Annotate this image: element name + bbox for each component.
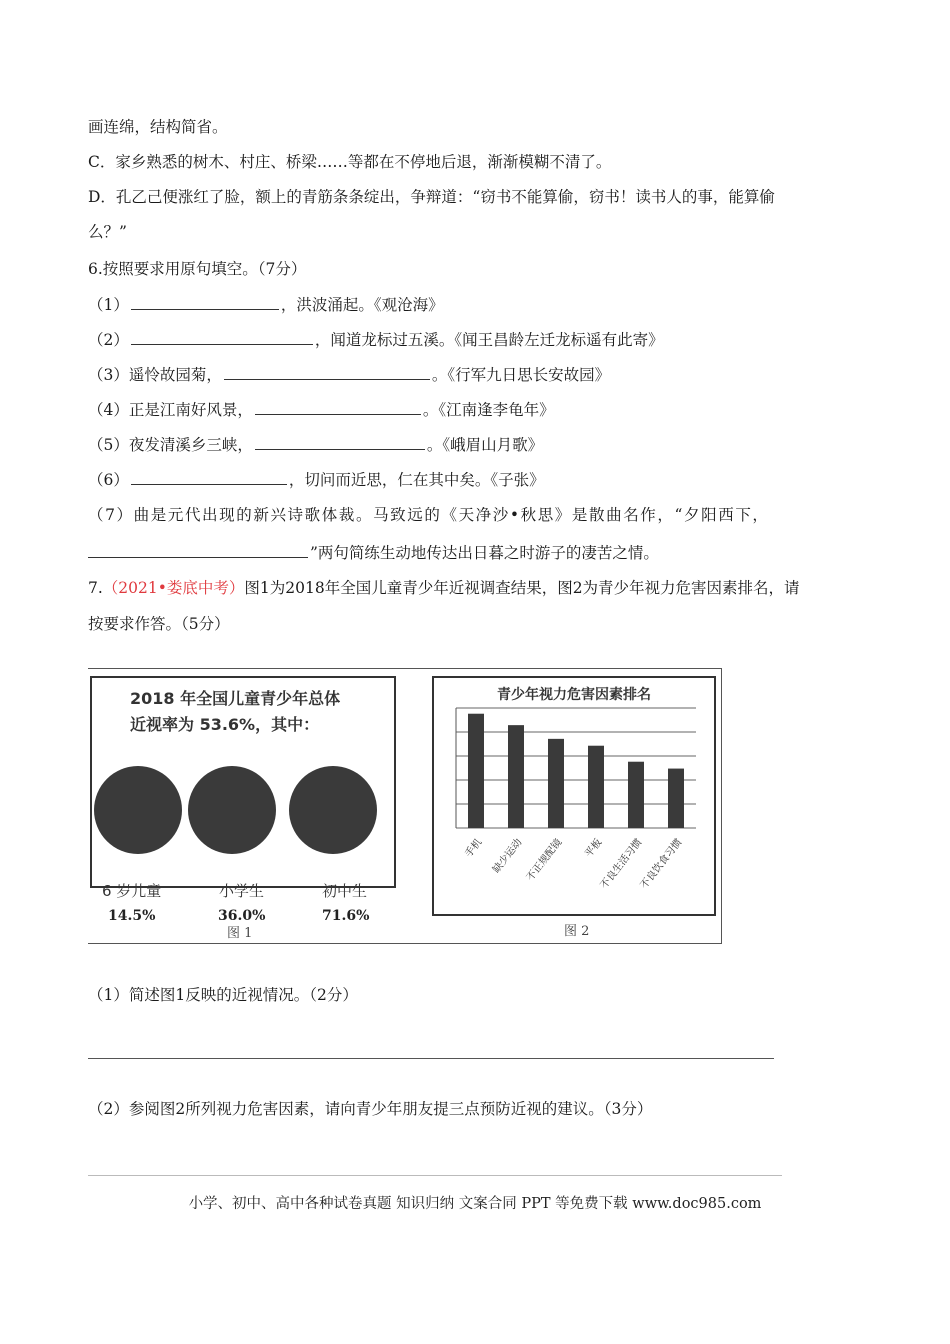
figure-frame-right — [721, 668, 722, 944]
figure-1-title-line1: 2018 年全国儿童青少年总体 — [130, 689, 341, 708]
figure-block — [88, 668, 722, 944]
answer-line[interactable] — [88, 1058, 774, 1059]
fill-blank[interactable] — [224, 363, 430, 380]
option-b-continued: 画连绵，结构简省。 — [88, 118, 228, 136]
x-tick-label: 缺少运动 — [491, 837, 525, 876]
item-after: ，洪波涌起。《观沧海》 — [280, 296, 444, 314]
q6-item-7: （7）曲是元代出现的新兴诗歌体裁。马致远的《天净沙•秋思》是散曲名作，“夕阳西下， — [88, 506, 770, 524]
x-tick-label: 不正规配镜 — [524, 837, 565, 884]
q6-item-5 — [88, 433, 543, 456]
item-before: 夜发清溪乡三峡， — [128, 436, 253, 454]
question-number: 7. — [88, 579, 103, 597]
question-source: （2021•娄底中考） — [102, 579, 245, 597]
item-number: （5） — [88, 436, 129, 454]
item-after: ”两句简练生动地传达出日暮之时游子的凄苦之情。 — [310, 544, 659, 562]
footer-divider — [88, 1175, 782, 1176]
q6-item-7-continued — [88, 541, 659, 564]
figure-1-title-line2: 近视率为 53.6%，其中： — [130, 715, 320, 734]
q6-item-2 — [88, 328, 664, 351]
item-after: ，切问而近思，仁在其中矣。《子张》 — [288, 471, 545, 489]
question-7 — [88, 577, 800, 599]
item-before: 遥怜故园菊， — [128, 366, 222, 384]
bar-5 — [668, 769, 684, 828]
q6-item-4 — [88, 398, 555, 421]
option-c: C．家乡熟悉的树木、村庄、桥梁……等都在不停地后退，渐渐模糊不清了。 — [88, 153, 612, 171]
item-number: （2） — [88, 331, 129, 349]
bar-0 — [468, 714, 484, 828]
figure-frame-top — [88, 668, 722, 669]
question-7-continued: 按要求作答。（5分） — [88, 615, 230, 633]
fill-blank[interactable] — [131, 328, 313, 345]
x-tick-label: 平板 — [583, 837, 605, 860]
group-value: 14.5% — [108, 908, 156, 924]
item-number: （1） — [88, 296, 129, 314]
figure-2-caption: 图 2 — [564, 924, 590, 939]
circle-6-year-olds — [94, 766, 182, 854]
figure-1 — [90, 676, 396, 924]
group-label: 小学生 — [219, 882, 265, 900]
x-tick-label: 手机 — [463, 837, 485, 860]
item-number: （6） — [88, 471, 129, 489]
circle-middle-students — [289, 766, 377, 854]
bar-3 — [588, 746, 604, 828]
group-value: 36.0% — [218, 908, 266, 924]
bar-4 — [628, 762, 644, 828]
q6-item-3 — [88, 363, 610, 386]
fill-blank[interactable] — [131, 468, 287, 485]
fill-blank[interactable] — [131, 293, 279, 310]
x-tick-label: 不良生活习惯 — [598, 837, 645, 892]
item-before: 正是江南好风景， — [128, 401, 253, 419]
option-d-continued: 么？” — [88, 223, 127, 241]
question-6-title: 6.按照要求用原句填空。（7分） — [88, 260, 307, 278]
figure-frame-bottom — [88, 943, 722, 944]
item-number: （4） — [88, 401, 129, 419]
x-tick-label: 不良饮食习惯 — [638, 837, 685, 892]
fill-blank[interactable] — [255, 398, 421, 415]
item-after: ，闻道龙标过五溪。《闻王昌龄左迁龙标遥有此寄》 — [314, 331, 664, 349]
bar-2 — [548, 739, 564, 828]
fill-blank[interactable] — [255, 433, 425, 450]
bar-chart — [434, 678, 714, 914]
chart-title: 青少年视力危害因素排名 — [497, 687, 651, 703]
option-d: D．孔乙己便涨红了脸，额上的青筋条条绽出，争辩道：“窃书不能算偷，窃书！读书人的事，能算偷 — [88, 188, 775, 206]
question-text: 图1为2018年全国儿童青少年近视调查结果，图2为青少年视力危害因素排名，请 — [244, 579, 800, 597]
group-value: 71.6% — [322, 908, 370, 924]
sub-question-2: （2）参阅图2所列视力危害因素，请向青少年朋友提三点预防近视的建议。（3分） — [88, 1100, 653, 1118]
q6-item-6 — [88, 468, 545, 491]
item-after: 。《行军九日思长安故园》 — [431, 366, 611, 384]
q6-item-1 — [88, 293, 444, 316]
figure-1-caption: 图 1 — [227, 926, 253, 941]
footer-text: 小学、初中、高中各种试卷真题 知识归纳 文案合同 PPT 等免费下载 www.doc985.com — [188, 1196, 762, 1212]
item-number: （3） — [88, 366, 129, 384]
circle-primary-students — [188, 766, 276, 854]
group-label: 6 岁儿童 — [102, 882, 162, 900]
figure-1-title — [130, 686, 340, 738]
figure-2 — [432, 676, 716, 916]
group-label: 初中生 — [322, 882, 368, 900]
fill-blank[interactable] — [88, 541, 308, 558]
item-after: 。《峨眉山月歌》 — [426, 436, 544, 454]
bar-1 — [508, 725, 524, 828]
item-after: 。《江南逢李龟年》 — [422, 401, 555, 419]
sub-question-1: （1）简述图1反映的近视情况。（2分） — [88, 986, 358, 1004]
